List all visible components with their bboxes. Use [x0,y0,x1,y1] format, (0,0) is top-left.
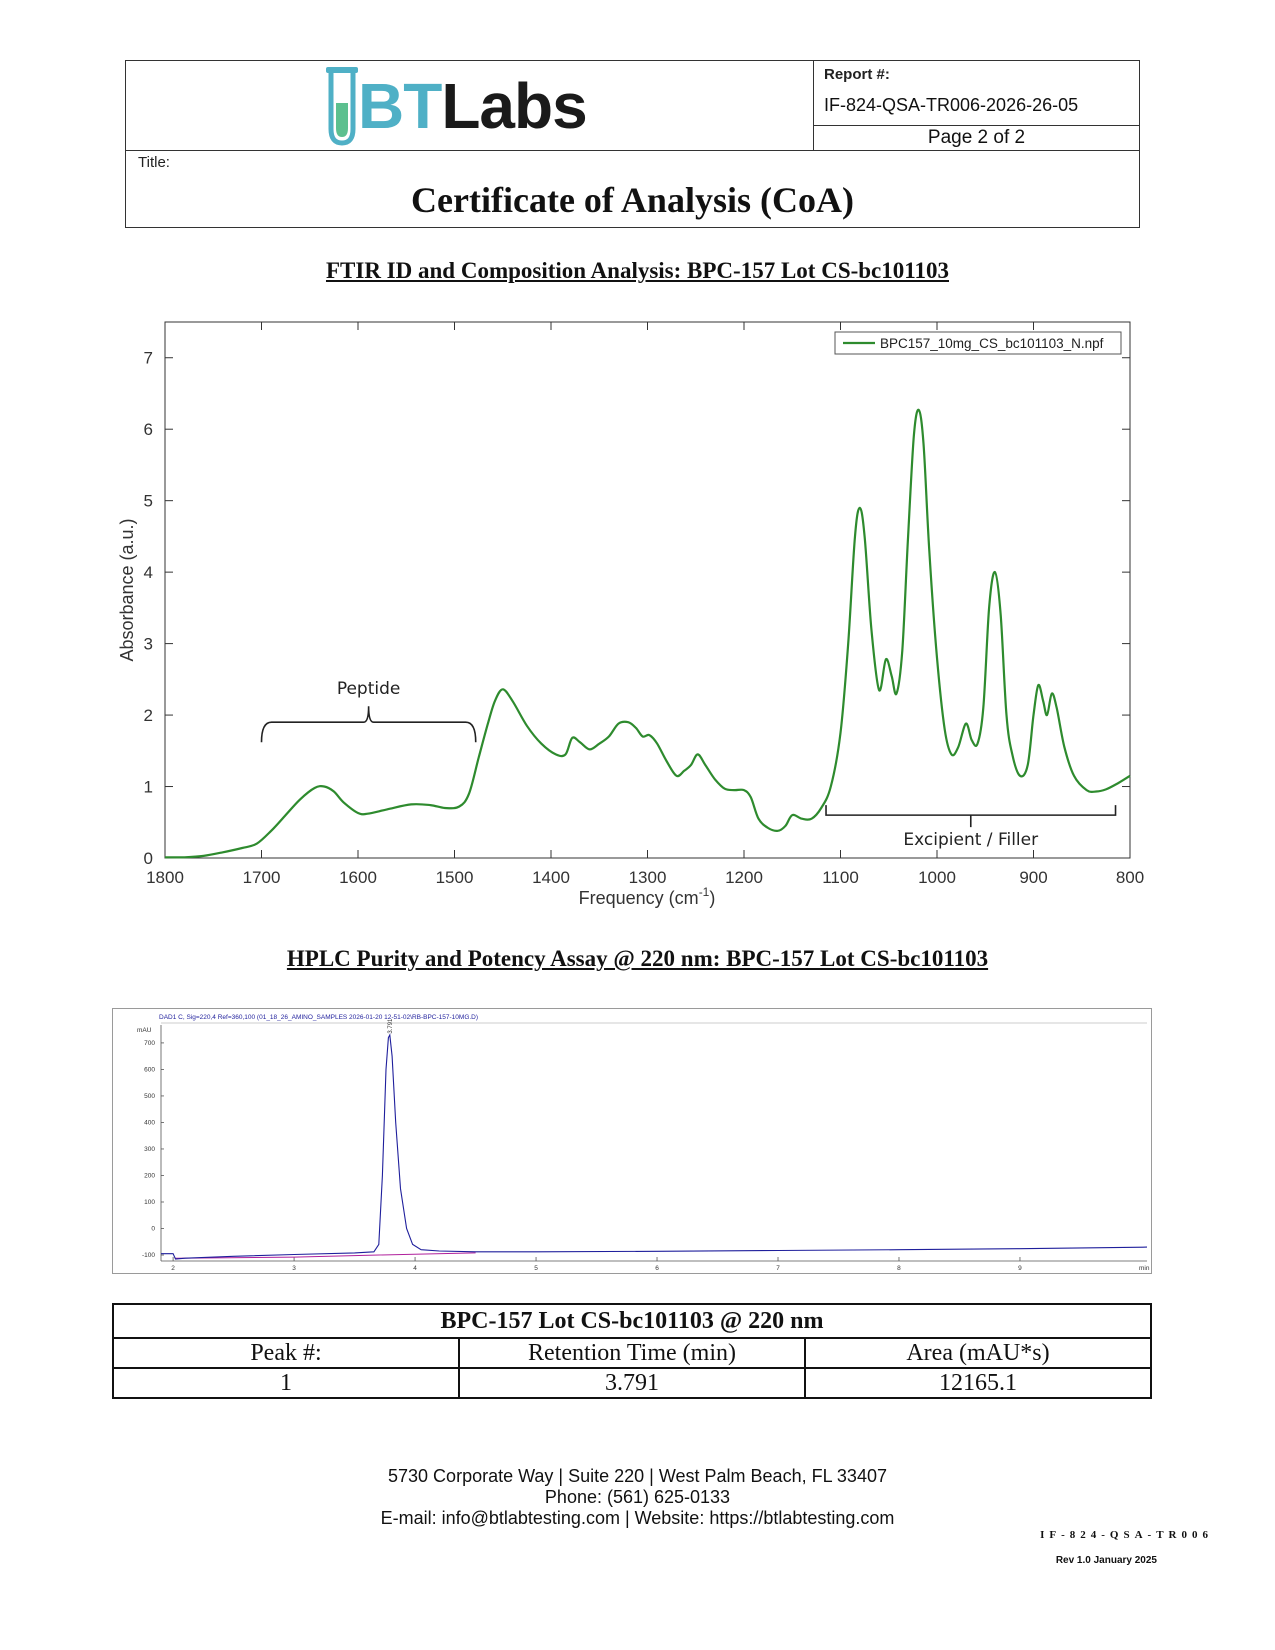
ftir-x-tick-label: 900 [1019,868,1048,887]
hplc-y-tick-label: 100 [144,1198,155,1206]
peptide-bracket [262,706,476,742]
test-tube-icon [324,65,360,147]
revision: Rev 1.0 January 2025 [1055,1555,1157,1566]
ftir-x-tick-label: 800 [1115,868,1145,887]
ftir-y-tick-label: 3 [143,634,153,654]
hplc-y-unit: mAU [137,1027,152,1034]
ftir-legend-label: BPC157_10mg_CS_bc101103_N.npf [880,336,1104,351]
hplc-y-tick-label: 0 [151,1225,155,1233]
hplc-x-tick-label: 7 [776,1265,780,1272]
hplc-x-tick-label: 4 [413,1265,417,1272]
ftir-x-tick-label: 1000 [918,868,956,887]
ftir-x-tick-label: 1300 [628,868,667,887]
report-number-cell [814,61,1139,126]
hplc-y-tick-label: 600 [144,1066,155,1074]
header-peak: Peak #: [113,1338,459,1368]
ftir-x-tick-label: 1400 [532,868,570,887]
ftir-x-tick-label: 1100 [822,868,859,887]
ftir-legend [835,332,1121,354]
table-row [113,1368,1151,1398]
hplc-y-tick-label: -100 [141,1252,155,1260]
hplc-x-tick-label: 9 [1018,1265,1022,1272]
hplc-chart [113,1009,1151,1273]
report-header [125,60,1140,228]
ftir-ticks [144,322,1145,887]
ftir-x-tick-label: 1600 [339,868,377,887]
cell-area: 12165.1 [805,1368,1151,1398]
title-label: Title: [138,154,170,171]
btlabs-logo [324,65,614,147]
ftir-x-tick-label: 1200 [725,868,763,887]
hplc-x-unit: min [1139,1265,1150,1272]
hplc-y-tick-label: 400 [144,1119,155,1127]
ftir-y-tick-label: 0 [143,849,153,868]
hplc-y-tick-label: 200 [144,1172,155,1180]
ftir-y-tick-label: 6 [143,420,153,440]
ftir-y-tick-label: 1 [143,777,153,797]
page-number: Page 2 of 2 [814,126,1139,151]
report-label: Report #: [824,66,890,83]
form-id: IF-824-QSA-TR006 [1040,1529,1213,1541]
hplc-ticks [142,1040,1022,1272]
table-title: BPC-157 Lot CS-bc101103 @ 220 nm [113,1304,1151,1338]
hplc-peak-label: 3.791 [387,1018,394,1034]
header-area: Area (mAU*s) [805,1338,1151,1368]
hplc-x-tick-label: 3 [292,1265,296,1272]
ftir-x-axis-label: Frequency $(cm^{-1})$ [578,885,716,908]
hplc-chromatogram-panel [112,1008,1152,1274]
ftir-chart [115,310,1145,920]
hplc-section-title: HPLC Purity and Potency Assay @ 220 nm: BPC-157 Lot CS-bc101103 [286,946,989,971]
ftir-y-tick-label: 4 [143,563,153,583]
hplc-x-tick-label: 8 [897,1265,901,1272]
hplc-y-tick-label: 700 [144,1039,155,1047]
excipient-bracket [826,805,1116,827]
footer-phone: Phone: (561) 625-0133 [544,1487,731,1507]
peptide-label: Peptide [336,679,401,700]
page-title: Certificate of Analysis (CoA) [411,180,854,220]
report-number: IF-824-QSA-TR006-2026-26-05 [824,95,1079,115]
cell-retention-time: 3.791 [459,1368,805,1398]
hplc-x-tick-label: 6 [655,1265,659,1272]
ftir-x-tick-label: 1800 [146,868,184,887]
hplc-x-tick-label: 5 [534,1265,538,1272]
ftir-y-tick-label: 2 [143,706,153,726]
ftir-x-tick-label: 1500 [435,868,474,887]
ftir-series-line [165,410,1130,858]
ftir-section-title: FTIR ID and Composition Analysis: BPC-157 Lot CS-bc101103 [325,258,949,283]
footer-address: 5730 Corporate Way | Suite 220 | West Palm Beach, FL 33407 [388,1466,887,1486]
hplc-x-tick-label: 2 [171,1265,175,1272]
hplc-signal-line [161,1035,1147,1259]
ftir-y-tick-label: 7 [143,348,153,368]
ftir-plot-frame [165,322,1130,858]
logo-wordmark: BTLabs [358,70,587,142]
ftir-annotations [262,679,1116,850]
hplc-y-tick-label: 300 [144,1145,155,1153]
cell-peak: 1 [113,1368,459,1398]
table-header-row [113,1338,1151,1368]
hplc-y-tick-label: 500 [144,1092,155,1100]
hplc-signal-title: DAD1 C, Sig=220,4 Ref=360,100 (01_18_26_AMINO_SAMPLES 2026-01-20 12-51-02\RB-BPC-157-10MG.D) [159,1014,479,1021]
footer-contact: E-mail: info@btlabtesting.com | Website: https://btlabtesting.com [380,1508,895,1528]
ftir-y-tick-label: 5 [143,491,153,511]
results-table [112,1303,1152,1399]
ftir-y-axis-label: Absorbance (a.u.) [117,518,137,662]
header-retention-time: Retention Time (min) [459,1338,805,1368]
ftir-x-tick-label: 1700 [242,868,281,887]
logo-cell [126,61,814,151]
excipient-label: Excipient / Filler [903,830,1039,851]
